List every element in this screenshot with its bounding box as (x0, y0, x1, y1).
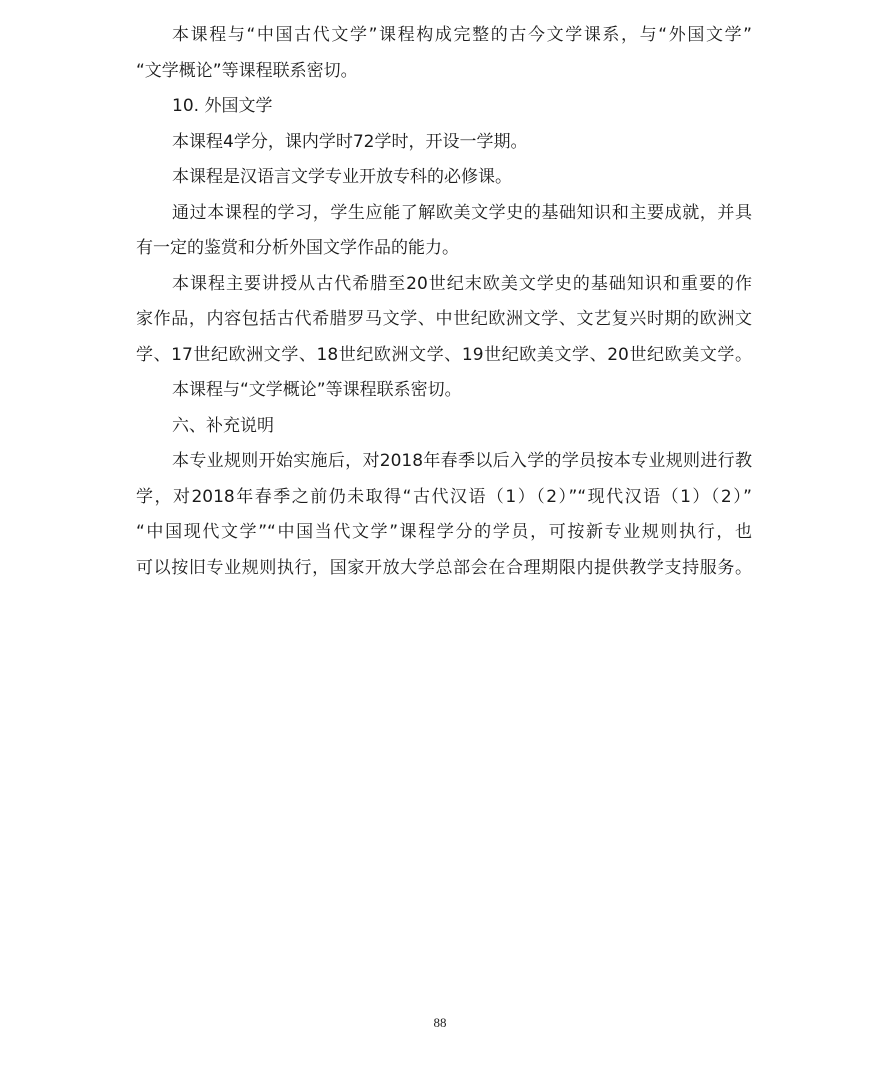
paragraph-line: 本课程与“文学概论”等课程联系密切。 (172, 380, 462, 400)
section-heading: 10. 外国文学 (172, 96, 273, 116)
paragraph-line: 学，对2018年春季之前仍未取得“古代汉语（1）（2）”“现代汉语（1）（2）” (136, 486, 752, 507)
paragraph-line: “文学概论”等课程联系密切。 (136, 60, 358, 81)
paragraph-line: 家作品，内容包括古代希腊罗马文学、中世纪欧洲文学、文艺复兴时期的欧洲文 (136, 309, 752, 329)
paragraph-line: 通过本课程的学习，学生应能了解欧美文学史的基础知识和主要成就，并具 (172, 202, 752, 223)
paragraph-line: 学、17世纪欧洲文学、18世纪欧洲文学、19世纪欧美文学、20世纪欧美文学。 (136, 344, 752, 365)
paragraph-line: 本课程与“中国古代文学”课程构成完整的古今文学课系，与“外国文学” (172, 25, 752, 45)
section-heading: 六、补充说明 (172, 415, 274, 436)
document-body (136, 18, 752, 586)
paragraph-line: 本专业规则开始实施后，对2018年春季以后入学的学员按本专业规则进行教 (172, 451, 752, 471)
page-number: 88 (433, 1015, 447, 1030)
paragraph-line: 本课程4学分，课内学时72学时，开设一学期。 (172, 131, 528, 152)
paragraph-line: 本课程主要讲授从古代希腊至20世纪末欧美文学史的基础知识和重要的作 (172, 273, 752, 294)
paragraph-line: 本课程是汉语言文学专业开放专科的必修课。 (172, 167, 512, 187)
paragraph-line: “中国现代文学”“中国当代文学”课程学分的学员，可按新专业规则执行，也 (136, 522, 752, 542)
paragraph-line: 可以按旧专业规则执行，国家开放大学总部会在合理期限内提供教学支持服务。 (136, 557, 752, 578)
paragraph-line: 有一定的鉴赏和分析外国文学作品的能力。 (136, 238, 459, 258)
